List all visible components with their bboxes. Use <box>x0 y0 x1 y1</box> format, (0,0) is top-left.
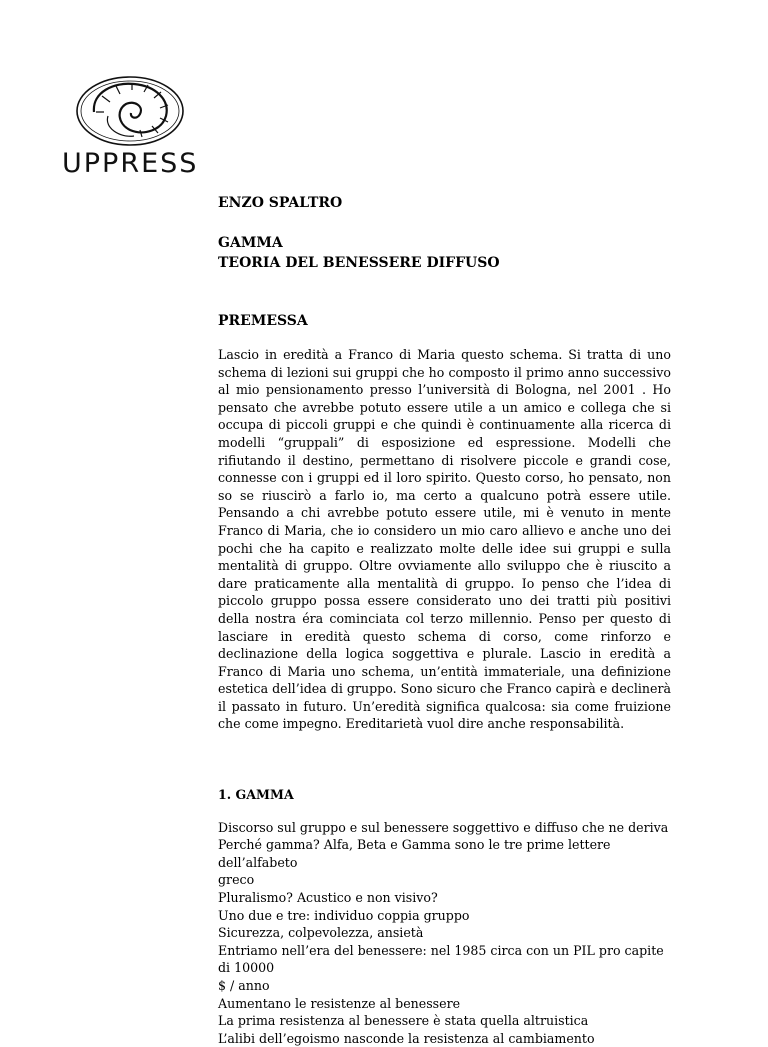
premessa-paragraph: Lascio in eredità a Franco di Maria questo schema. Si tratta di uno schema di lezioni sui gruppi che ho composto il primo anno successivo al mio pensionamento presso l’università di Bologna, nel 2001 . Ho pensato che avrebbe potuto essere utile a un amico e collega che si occupa di piccoli gruppi e che quindi è continuamente alla ricerca di modelli “gruppali” di esposizione ed espressione. Modelli che rifiutando il destino, permettano di risolvere piccole e grandi cose, connesse con i gruppi ed il loro spirito. Questo corso, ho pensato, non so se riuscirò a farlo io, ma certo a qualcuno potrà essere utile. Pensando a chi avrebbe potuto essere utile, mi è venuto in mente Franco di Maria, che io considero un mio caro allievo e anche uno dei pochi che ha capito e realizzato molte delle idee sui gruppi e sulla mentalità di gruppo. Oltre ovviamente allo sviluppo che è riuscito a dare praticamente alla mentalità di gruppo. Io penso che l’idea di piccolo gruppo possa essere considerato uno dei tratti più positivi della nostra éra cominciata col terzo millennio. Penso per questo di lasciare in eredità questo schema di corso, come rinforzo e declinazione della logica soggettiva e plurale. Lascio in eredità a Franco di Maria uno schema, un’entità immateriale, una definizione estetica dell’idea di gruppo. Sono sicuro che Franco capirà e declinerà il passato in futuro. Un’eredità significa qualcosa: sia come fruizione che come impegno. Ereditarietà vuol dire anche responsabilità. <box>218 347 671 732</box>
section-1-lines <box>218 819 671 1047</box>
section-line: $ / anno <box>218 978 270 993</box>
section-line: Pluralismo? Acustico e non visivo? <box>218 890 438 906</box>
publisher-name: UPPRESS <box>62 148 199 179</box>
publisher-logo <box>58 72 198 184</box>
title-line-1: GAMMA <box>218 235 283 251</box>
document-body <box>218 193 671 1047</box>
section-line: La prima resistenza al benessere è stata quella altruistica <box>218 1013 589 1029</box>
section-line: Entriamo nell’era del benessere: nel 1985 circa con un PIL pro capite di 10000 <box>218 942 664 976</box>
section-line: Discorso sul gruppo e sul benessere soggettivo e diffuso che ne deriva <box>218 819 669 835</box>
nautilus-shell-icon <box>74 72 186 150</box>
document-title <box>218 233 671 273</box>
author-name: ENZO SPALTRO <box>218 195 343 211</box>
section-line: Sicurezza, colpevolezza, ansietà <box>218 925 424 941</box>
premessa-heading: PREMESSA <box>218 313 308 329</box>
section-line: L’alibi dell’egoismo nasconde la resistenza al cambiamento <box>218 1030 595 1046</box>
title-line-2: TEORIA DEL BENESSERE DIFFUSO <box>218 255 500 271</box>
section-1-heading: 1. GAMMA <box>218 787 294 803</box>
section-line: greco <box>218 872 255 888</box>
section-line: Perché gamma? Alfa, Beta e Gamma sono le tre prime lettere dell’alfabeto <box>218 837 611 870</box>
section-line: Aumentano le resistenze al benessere <box>218 995 461 1011</box>
section-line: Uno due e tre: individuo coppia gruppo <box>218 907 470 923</box>
